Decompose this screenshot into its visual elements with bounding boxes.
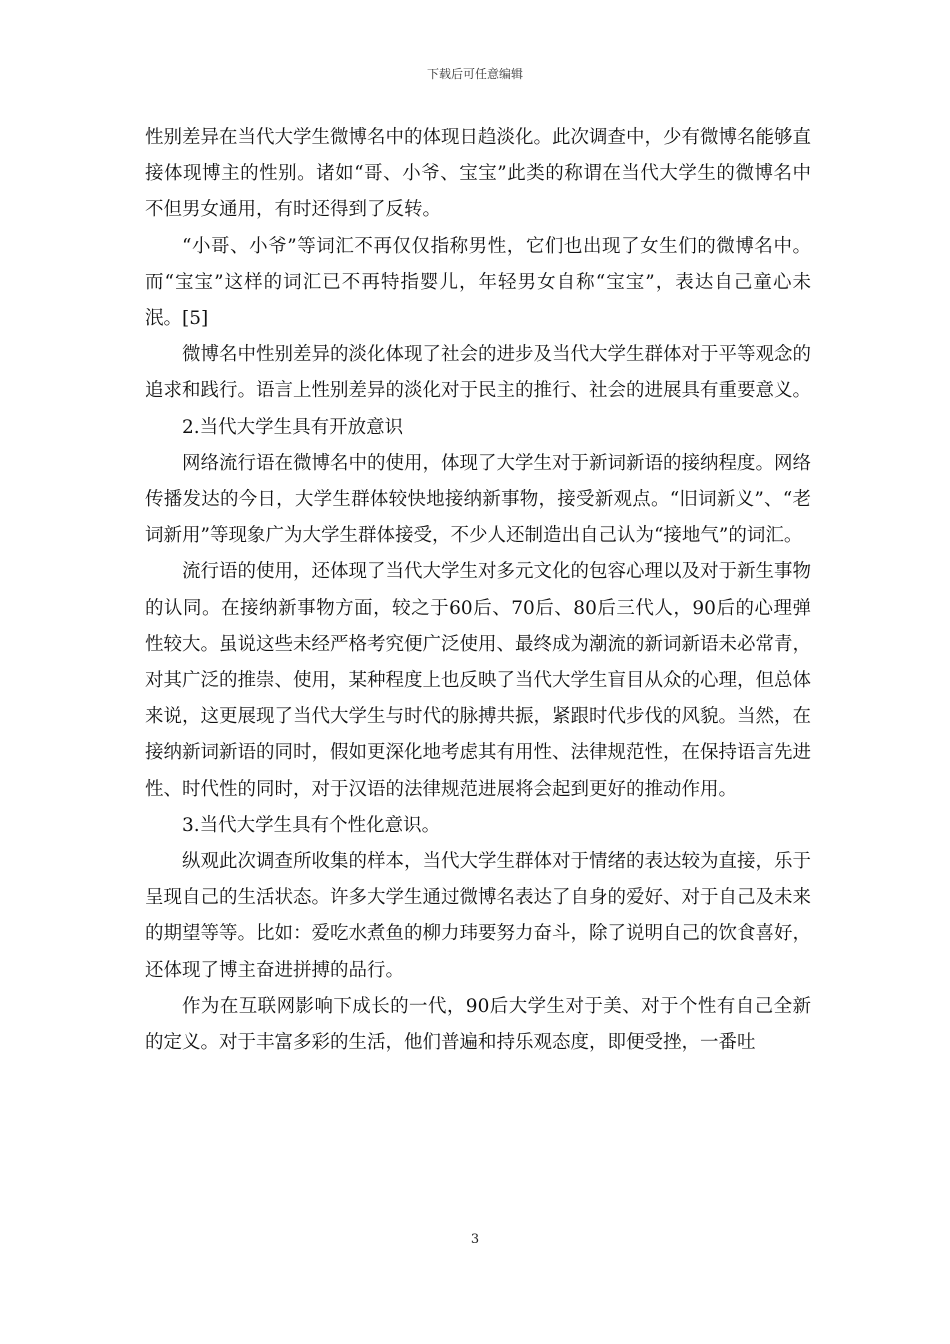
body-paragraph: 性别差异在当代大学生微博名中的体现日趋淡化。此次调查中，少有微博名能够直接体现博主的性别。诸如“哥、小爷、宝宝”此类的称谓在当代大学生的微博名中不但男女通用，有时还得到了反转。	[145, 127, 812, 221]
section-heading: 3.当代大学生具有个性化意识。	[182, 814, 441, 836]
body-paragraph: 作为在互联网影响下成长的一代，90后大学生对于美、对于个性有自己全新的定义。对于丰富多彩的生活，他们普遍和持乐观态度，即便受挫，一番吐	[145, 995, 811, 1054]
document-body	[145, 120, 811, 1061]
body-paragraph: 流行语的使用，还体现了当代大学生对多元文化的包容心理以及对于新生事物的认同。在接纳新事物方面，较之于60后、70后、80后三代人，90后的心理弹性较大。虽说这些未经严格考究便广泛使用、最终成为潮流的新词新语未必常青，对其广泛的推崇、使用，某种程度上也反映了当代大学生盲目从众的心理，但总体来说，这更展现了当代大学生与时代的脉搏共振，紧跟时代步伐的风貌。当然，在接纳新词新语的同时，假如更深化地考虑其有用性、法律规范性，在保持语言先进性、时代性的同时，对于汉语的法律规范进展将会起到更好的推动作用。	[145, 561, 812, 800]
body-paragraph: “小哥、小爷”等词汇不再仅仅指称男性，它们也出现了女生们的微博名中。而“宝宝”这样的词汇已不再特指婴儿，年轻男女自称“宝宝”，表达自己童心未泯。[5]	[145, 235, 811, 330]
page-number: 3	[470, 1232, 480, 1247]
body-paragraph: 微博名中性别差异的淡化体现了社会的进步及当代大学生群体对于平等观念的追求和践行。语言上性别差异的淡化对于民主的推行、社会的进展具有重要意义。	[145, 344, 812, 402]
page-header: 下载后可任意编辑	[426, 67, 523, 81]
body-paragraph: 网络流行语在微博名中的使用，体现了大学生对于新词新语的接纳程度。网络传播发达的今日，大学生群体较快地接纳新事物，接受新观点。“旧词新义”、“老词新用”等现象广为大学生群体接受，不少人还制造出自己认为“接地气”的词汇。	[145, 452, 812, 547]
body-paragraph: 纵观此次调查所收集的样本，当代大学生群体对于情绪的表达较为直接，乐于呈现自己的生活状态。许多大学生通过微博名表达了自身的爱好、对于自己及未来的期望等等。比如：爱吃水煮鱼的柳力玮要努力奋斗，除了说明自己的饮食喜好，还体现了博主奋进拼搏的品行。	[145, 851, 812, 981]
section-heading: 2.当代大学生具有开放意识	[182, 416, 404, 438]
